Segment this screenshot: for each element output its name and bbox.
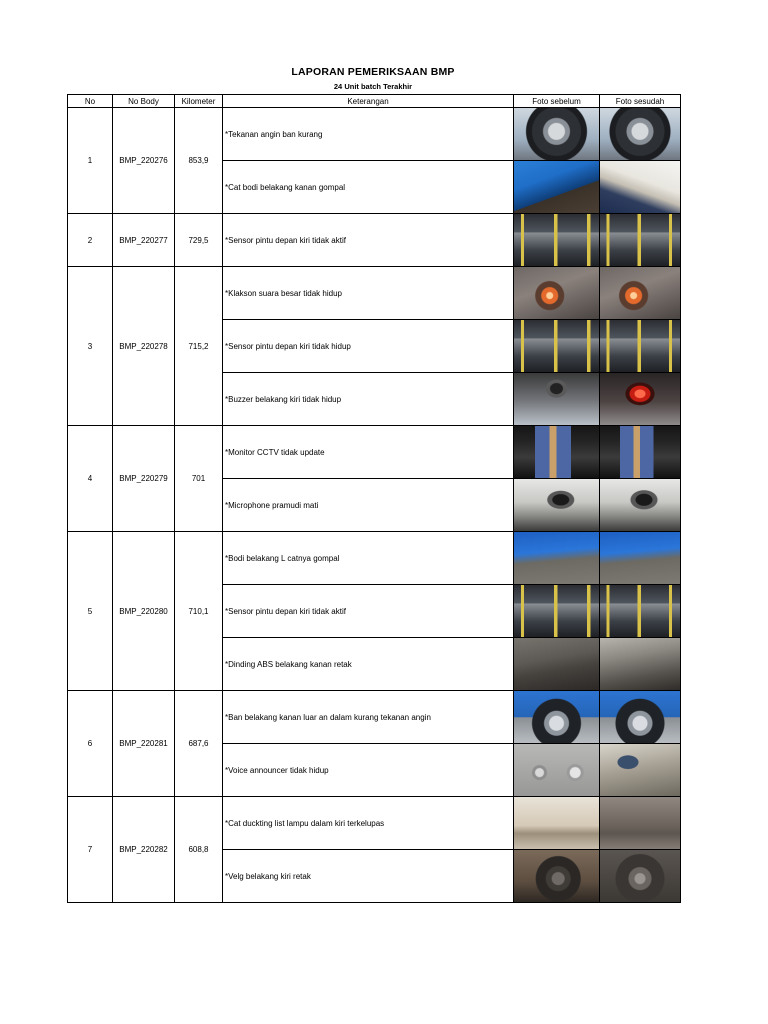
row-no: 7 <box>68 797 113 903</box>
photo-before <box>514 638 600 691</box>
report-subtitle: 24 Unit batch Terakhir <box>333 82 413 91</box>
photo-after <box>600 797 681 850</box>
table-header-row <box>68 95 681 108</box>
horn-photo <box>514 267 599 319</box>
tire-photo <box>514 108 599 160</box>
photo-after <box>600 320 681 373</box>
photo-before <box>514 850 600 903</box>
row-km: 687,6 <box>175 691 223 797</box>
buzzer-photo <box>514 373 599 425</box>
photo-before <box>514 426 600 479</box>
body-paint-photo <box>600 532 680 584</box>
row-note: *Sensor pintu depan kiri tidak hidup <box>223 320 514 373</box>
door-photo <box>514 320 599 372</box>
row-km: 701 <box>175 426 223 532</box>
technician-photo <box>600 744 680 796</box>
photo-after <box>600 585 681 638</box>
row-note: *Klakson suara besar tidak hidup <box>223 267 514 320</box>
photo-after <box>600 214 681 267</box>
row-note: *Sensor pintu depan kiri tidak aktif <box>223 214 514 267</box>
row-no: 3 <box>68 267 113 426</box>
photo-after <box>600 267 681 320</box>
row-note: *Tekanan angin ban kurang <box>223 108 514 161</box>
tire-photo <box>600 108 680 160</box>
wheel-rim-photo <box>514 850 599 902</box>
photo-after <box>600 479 681 532</box>
photo-after <box>600 850 681 903</box>
photo-before <box>514 108 600 161</box>
row-km: 608,8 <box>175 797 223 903</box>
row-note: *Cat duckting list lampu dalam kiri terkelupas <box>223 797 514 850</box>
row-note: *Monitor CCTV tidak update <box>223 426 514 479</box>
photo-after <box>600 373 681 426</box>
door-photo <box>600 214 680 266</box>
photo-before <box>514 744 600 797</box>
row-no: 5 <box>68 532 113 691</box>
row-body: BMP_220281 <box>113 691 175 797</box>
table-row <box>68 532 681 585</box>
photo-before <box>514 691 600 744</box>
row-km: 729,5 <box>175 214 223 267</box>
photo-before <box>514 214 600 267</box>
photo-after <box>600 691 681 744</box>
tire-photo <box>600 691 680 743</box>
row-body: BMP_220279 <box>113 426 175 532</box>
header-no: No <box>68 95 113 108</box>
photo-before <box>514 320 600 373</box>
body-paint-photo <box>600 161 680 213</box>
door-photo <box>514 585 599 637</box>
photo-before <box>514 267 600 320</box>
row-body: BMP_220282 <box>113 797 175 903</box>
microphone-photo <box>514 479 599 531</box>
row-no: 6 <box>68 691 113 797</box>
row-note: *Cat bodi belakang kanan gompal <box>223 161 514 214</box>
photo-before <box>514 161 600 214</box>
photo-after <box>600 161 681 214</box>
photo-after <box>600 638 681 691</box>
header-foto-sesudah: Foto sesudah <box>600 95 681 108</box>
tire-photo <box>514 691 599 743</box>
row-km: 853,9 <box>175 108 223 214</box>
row-note: *Microphone pramudi mati <box>223 479 514 532</box>
monitor-photo <box>514 426 599 478</box>
body-paint-photo <box>514 532 599 584</box>
photo-after <box>600 532 681 585</box>
row-body: BMP_220277 <box>113 214 175 267</box>
photo-before <box>514 585 600 638</box>
door-photo <box>600 585 680 637</box>
header-no-body: No Body <box>113 95 175 108</box>
row-note: *Sensor pintu depan kiri tidak aktif <box>223 585 514 638</box>
monitor-photo <box>600 426 680 478</box>
horn-photo <box>600 267 680 319</box>
page-bottom-margin <box>67 910 681 1024</box>
table-row <box>68 797 681 850</box>
row-no: 2 <box>68 214 113 267</box>
door-photo <box>600 320 680 372</box>
row-no: 1 <box>68 108 113 214</box>
row-note: *Dinding ABS belakang kanan retak <box>223 638 514 691</box>
photo-after <box>600 108 681 161</box>
table-row <box>68 691 681 744</box>
row-note: *Voice announcer tidak hidup <box>223 744 514 797</box>
table-row <box>68 214 681 267</box>
table-row <box>68 267 681 320</box>
photo-after <box>600 744 681 797</box>
report-title: LAPORAN PEMERIKSAAN BMP <box>291 66 455 78</box>
photo-after <box>600 426 681 479</box>
row-km: 715,2 <box>175 267 223 426</box>
row-note: *Ban belakang kanan luar an dalam kurang tekanan angin <box>223 691 514 744</box>
inspection-table <box>67 94 681 903</box>
wall-panel-photo <box>514 638 599 690</box>
photo-before <box>514 532 600 585</box>
photo-before <box>514 479 600 532</box>
photo-before <box>514 373 600 426</box>
wheel-rim-photo <box>600 850 680 902</box>
header-foto-sebelum: Foto sebelum <box>514 95 600 108</box>
table-row <box>68 426 681 479</box>
row-body: BMP_220276 <box>113 108 175 214</box>
photo-before <box>514 797 600 850</box>
row-km: 710,1 <box>175 532 223 691</box>
row-body: BMP_220278 <box>113 267 175 426</box>
ducting-photo <box>600 797 680 849</box>
row-note: *Buzzer belakang kiri tidak hidup <box>223 373 514 426</box>
row-no: 4 <box>68 426 113 532</box>
header-keterangan: Keterangan <box>223 95 514 108</box>
header-kilometer: Kilometer <box>175 95 223 108</box>
row-note: *Velg belakang kiri retak <box>223 850 514 903</box>
microphone-photo <box>600 479 680 531</box>
wall-panel-photo <box>600 638 680 690</box>
body-paint-photo <box>514 161 599 213</box>
row-note: *Bodi belakang L catnya gompal <box>223 532 514 585</box>
buzzer-photo <box>600 373 680 425</box>
ducting-photo <box>514 797 599 849</box>
door-photo <box>514 214 599 266</box>
row-body: BMP_220280 <box>113 532 175 691</box>
speaker-photo <box>514 744 599 796</box>
table-row <box>68 108 681 161</box>
